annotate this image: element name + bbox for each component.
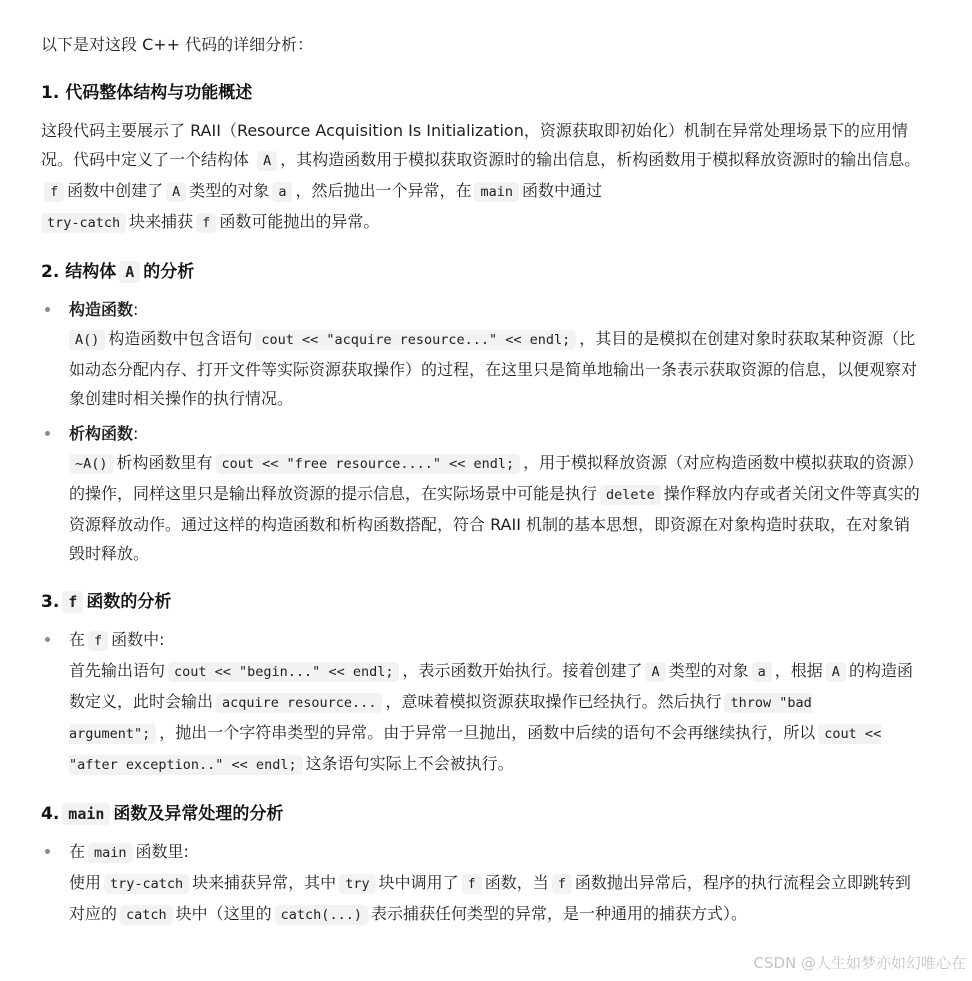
text: 表示捕获任何类型的异常，是一种通用的捕获方式）。 (370, 904, 747, 923)
text: 函数抛出异常后，程序的执行流程会立即跳转到对应的 (69, 873, 911, 923)
heading-text: 函数的分析 (86, 592, 172, 612)
inline-code: f (196, 213, 216, 233)
item-title: 析构函数 (69, 424, 134, 443)
inline-code: try-catch (104, 874, 189, 894)
item-body (69, 448, 921, 568)
bullet-dot (45, 307, 50, 312)
inline-code: A (826, 662, 846, 682)
document-body (41, 30, 921, 950)
bullet-dot (45, 637, 50, 642)
section-heading (41, 258, 921, 287)
inline-code: f (88, 631, 108, 651)
inline-code: cout << "acquire resource..." << endl; (255, 330, 576, 350)
csdn-watermark: CSDN @人生如梦亦如幻唯心在 (753, 954, 966, 972)
heading-text: 1. 代码整体结构与功能概述 (41, 83, 253, 103)
inline-code: catch (120, 905, 173, 925)
heading-text: 函数及异常处理的分析 (113, 804, 284, 824)
inline-code: cout << "after exception.." << endl; (69, 726, 882, 773)
item-body (69, 868, 921, 930)
text: ，其目的是模拟在创建对象时获取某种资源（比如动态分配内存、打开文件等实际资源获取操作）的过程，在这里只是简单地输出一条表示获取资源的信息，以便观察对象创建时相关操作的执行情况。 (69, 329, 918, 408)
section-struct-a (41, 258, 921, 568)
inline-code: main (88, 843, 133, 863)
inline-code: acquire resource... (216, 693, 382, 713)
inline-code: ~A() (69, 454, 114, 474)
text: 块中（这里的 (175, 904, 272, 923)
list-item (41, 837, 921, 930)
heading-text: 3. (41, 592, 60, 612)
text: 首先输出语句 (69, 661, 166, 680)
section-overview (41, 79, 921, 238)
text: 操作释放内存或者关闭文件等真实的资源释放动作。通过这样的构造函数和析构函数搭配，符合 RAII 机制的基本思想，即资源在对象构造时获取，在对象销毁时释放。 (69, 484, 920, 563)
inline-code: catch(...) (275, 905, 368, 925)
text: 函数可能抛出的异常。 (219, 212, 380, 231)
text: 块中调用了 (378, 873, 459, 892)
bullet-list (41, 625, 921, 780)
inline-code: A (166, 182, 186, 202)
list-item (41, 295, 921, 413)
inline-code: try-catch (41, 213, 126, 233)
text: : (133, 424, 139, 443)
text: ，意味着模拟资源获取操作已经执行。然后执行 (385, 692, 722, 711)
intro-text: 以下是对这段 C++ 代码的详细分析： (41, 35, 314, 54)
text: 函数里: (135, 842, 189, 861)
text: 类型的对象 (668, 661, 749, 680)
inline-code: f (44, 182, 64, 202)
text: 这段代码主要展示了 RAII（Resource Acquisition Is Initialization，资源获取即初始化）机制在异常处理场景下的应用情况。代码中定义了一个结构体 (41, 121, 908, 169)
heading-text: 2. 结构体 (41, 262, 117, 282)
bullet-dot (45, 431, 50, 436)
section-function-main (41, 800, 921, 930)
inline-code: A (645, 662, 665, 682)
inline-code: delete (600, 485, 661, 505)
text: : (133, 300, 139, 319)
inline-code: main (474, 182, 519, 202)
inline-code: A (257, 151, 277, 171)
text: ，用于模拟释放资源（对应构造函数中模拟获取的资源）的操作，同样这里只是输出释放资源的提示信息，在实际场景中可能是执行 (69, 453, 916, 503)
bullet-dot (45, 849, 50, 854)
text: 类型的对象 (189, 181, 270, 200)
text: ，然后抛出一个异常，在 (295, 181, 472, 200)
text: 构造函数中包含语句 (108, 329, 253, 348)
inline-code: f (462, 874, 482, 894)
inline-code: a (752, 662, 772, 682)
text: 在 (69, 630, 86, 649)
inline-code: A() (69, 330, 105, 350)
inline-code: try (339, 874, 375, 894)
heading-text: 4. (41, 804, 60, 824)
inline-code: a (272, 182, 292, 202)
heading-text: 的分析 (143, 262, 195, 282)
list-item (41, 625, 921, 780)
inline-code: f (62, 591, 83, 613)
item-title: 构造函数 (69, 300, 134, 319)
text: 函数中通过 (521, 181, 602, 200)
item-body (69, 324, 921, 413)
text: ，根据 (774, 661, 823, 680)
text: 块来捕获异常，其中 (192, 873, 337, 892)
section-function-f (41, 588, 921, 780)
bullet-list (41, 295, 921, 568)
inline-code: throw "bad argument"; (69, 695, 812, 742)
section-heading (41, 79, 921, 108)
item-body (69, 656, 921, 780)
text: 析构函数里有 (116, 453, 213, 472)
list-item (41, 419, 921, 568)
section-heading (41, 800, 921, 829)
text: 函数中创建了 (67, 181, 164, 200)
inline-code: cout << "free resource...." << endl; (216, 454, 521, 474)
bullet-list (41, 837, 921, 930)
text: 这条语句实际上不会被执行。 (305, 754, 514, 773)
text: ，表示函数开始执行。接着创建了 (402, 661, 643, 680)
section-heading (41, 588, 921, 617)
inline-code: main (62, 803, 110, 825)
inline-code: f (552, 874, 572, 894)
text: ，其构造函数用于模拟获取资源时的输出信息，析构函数用于模拟释放资源时的输出信息。 (280, 150, 921, 169)
inline-code: A (119, 261, 140, 283)
text: 的构造函数定义，此时会输出 (69, 661, 913, 711)
inline-code: cout << "begin..." << endl; (168, 662, 399, 682)
text: 函数中: (111, 630, 165, 649)
text: 在 (69, 842, 86, 861)
text: 使用 (69, 873, 102, 892)
text: ，抛出一个字符串类型的异常。由于异常一旦抛出，函数中后续的语句不会再继续执行，所以 (159, 723, 816, 742)
text: 块来捕获 (129, 212, 194, 231)
text: 函数，当 (484, 873, 549, 892)
paragraph (41, 116, 921, 238)
